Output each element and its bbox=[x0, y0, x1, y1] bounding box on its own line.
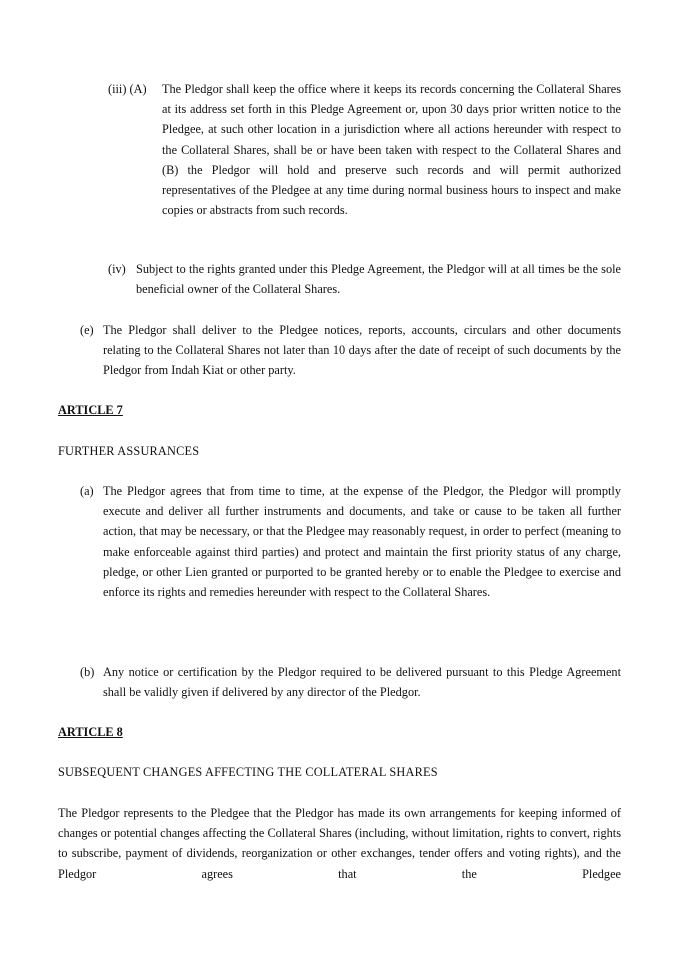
article-7-a-text: The Pledgor agrees that from time to time, at the expense of the Pledgor, the Pledgor will promptly execute and deliver all further instruments and documents, and take or cause to be taken all further action, that may be necessary, or that the Pledgee may reasonably request, in order to perfect (meaning to make enforceable against third parties) and protect and maintain the first priority status of any charge, pledge, or other Lien granted or purported to be granted hereby or to enable the Pledgee to exercise and enforce its rights and remedies hereunder with respect to the Collateral Shares. bbox=[103, 484, 621, 600]
article-8-heading: ARTICLE 8 bbox=[58, 725, 123, 739]
article-7-a-label: (a) bbox=[80, 484, 94, 498]
item-iii-text: The Pledgor shall keep the office where it keeps its records concerning the Collateral Shares at its address set forth in this Pledge Agreement or, upon 30 days prior written notice to the Pledgee, at such other location in a jurisdiction where all actions hereunder with respect to the Collateral Shares, shall be or have been taken with respect to the Collateral Shares and (B) the Pledgor will hold and preserve such records and will permit authorized representatives of the Pledgee at any time during normal business hours to inspect and make copies or abstracts from such records. bbox=[162, 82, 621, 218]
item-iv-text: Subject to the rights granted under this Pledge Agreement, the Pledgor will at all times be the sole beneficial owner of the Collateral Shares. bbox=[136, 262, 621, 297]
article-8-body: The Pledgor represents to the Pledgee that the Pledgor has made its own arrangements for keeping informed of changes or potential changes affecting the Collateral Shares (including, without limitation, rights to convert, rights to subscribe, payment of dividends, reorganization or other exchanges, tender offers and voting rights), and the Pledgor agrees that the Pledgee bbox=[58, 806, 621, 881]
item-iii-label: (iii) (A) bbox=[108, 82, 147, 96]
item-iv-label: (iv) bbox=[108, 262, 126, 276]
item-e-label: (e) bbox=[80, 323, 94, 337]
article-7-b-label: (b) bbox=[80, 665, 95, 679]
article-7-b-text: Any notice or certification by the Pledgor required to be delivered pursuant to this Pledge Agreement shall be validly given if delivered by any director of the Pledgor. bbox=[103, 665, 621, 700]
article-7-title: FURTHER ASSURANCES bbox=[58, 444, 200, 458]
article-7-heading: ARTICLE 7 bbox=[58, 403, 123, 417]
item-e-text: The Pledgor shall deliver to the Pledgee notices, reports, accounts, circulars and other documents relating to the Collateral Shares not later than 10 days after the date of receipt of such documents by the Pledgor from Indah Kiat or other party. bbox=[103, 323, 621, 378]
article-8-title: SUBSEQUENT CHANGES AFFECTING THE COLLATERAL SHARES bbox=[58, 765, 438, 779]
